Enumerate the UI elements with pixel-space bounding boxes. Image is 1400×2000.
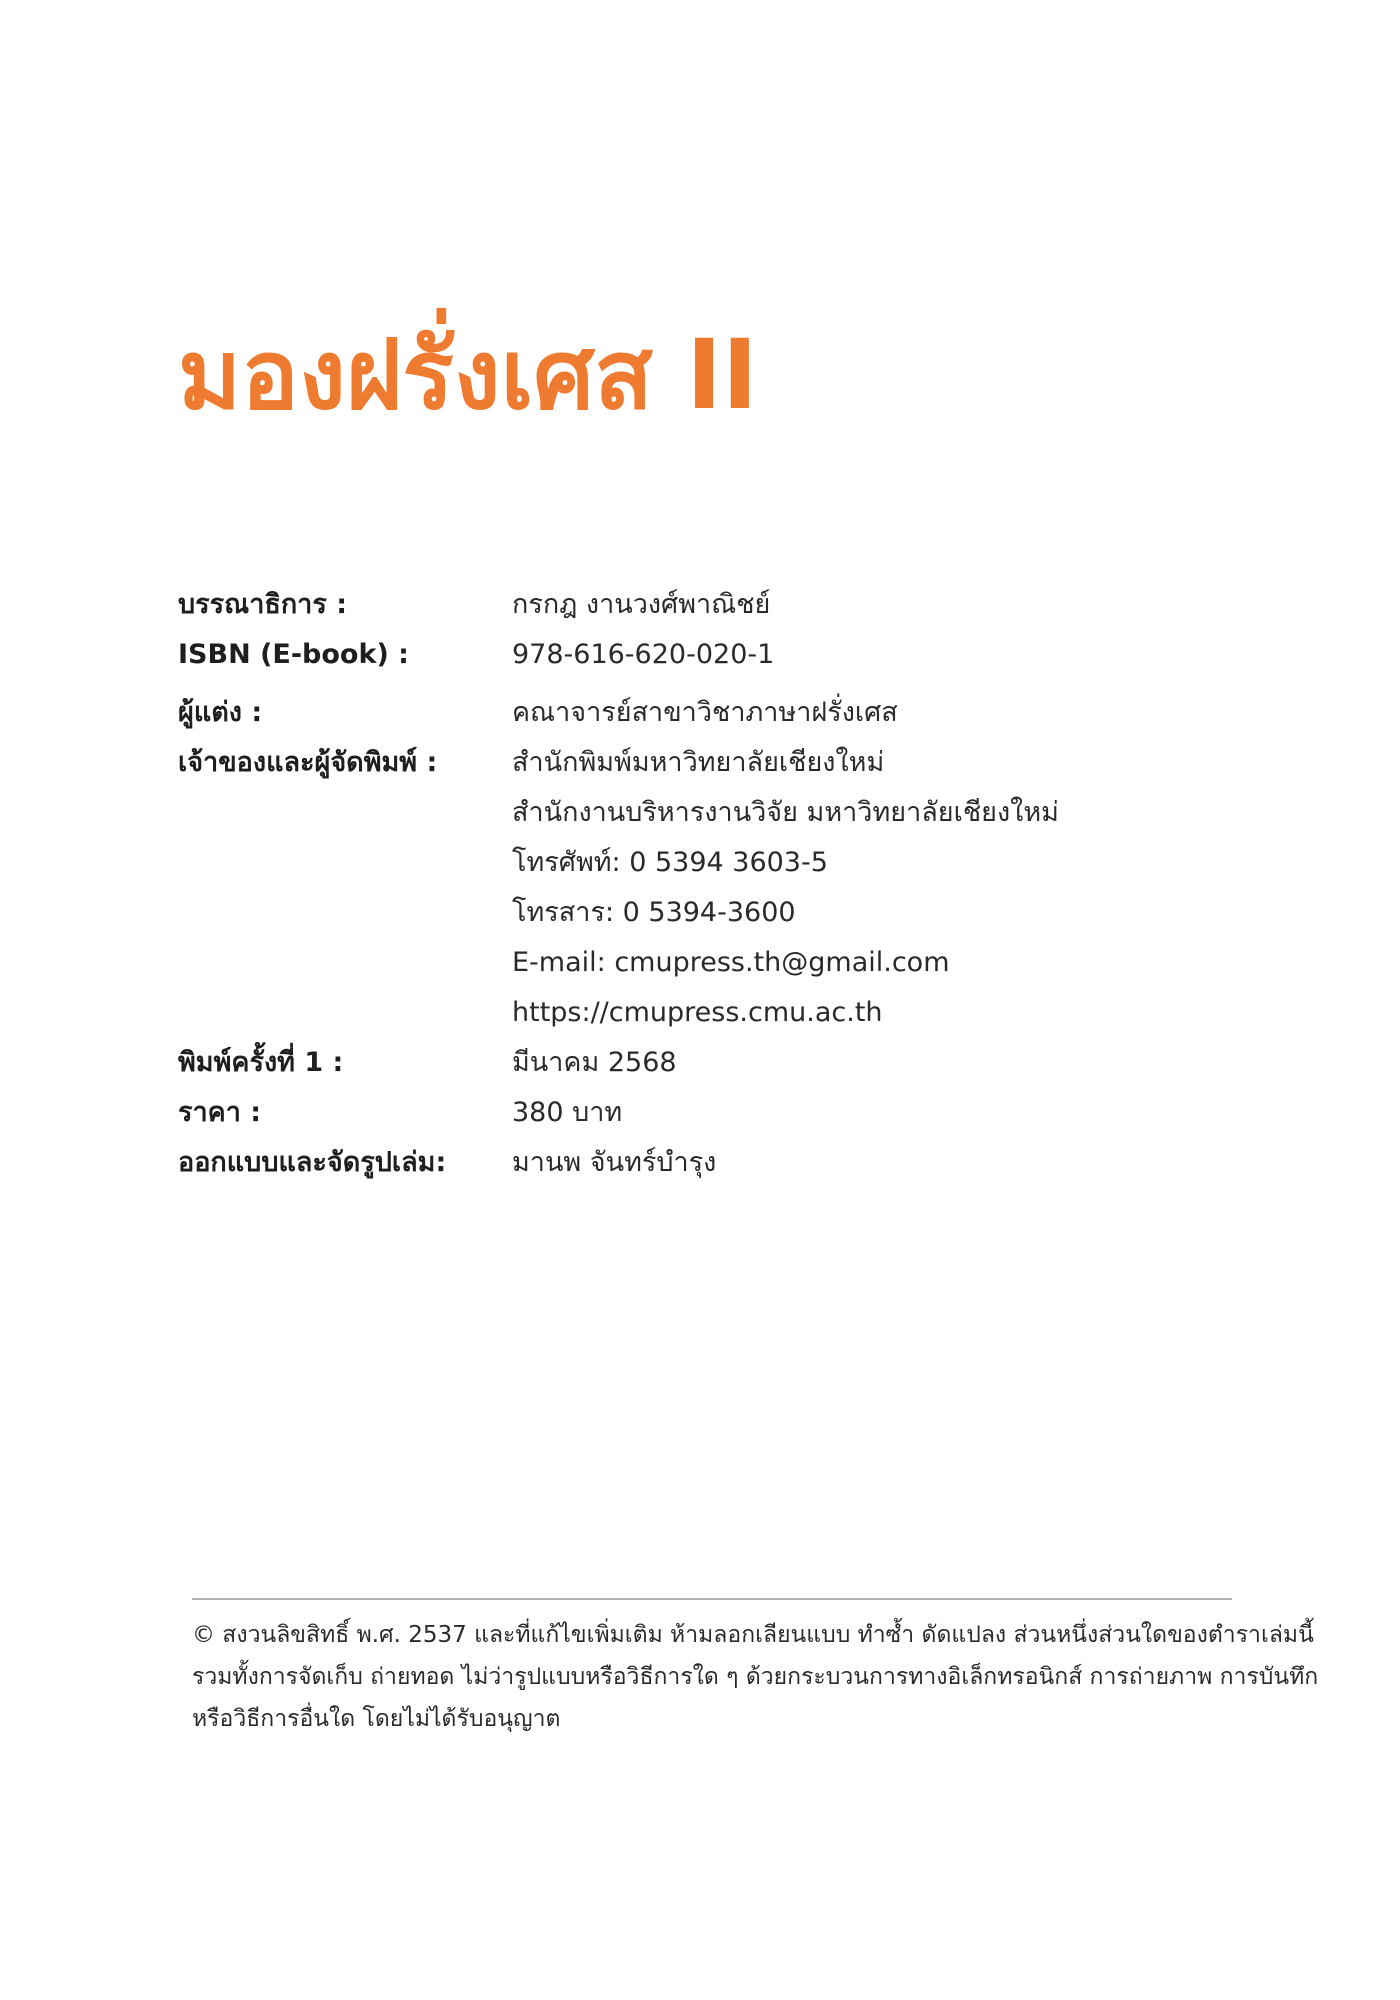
publisher-name: สำนักพิมพ์มหาวิทยาลัยเชียงใหม่ bbox=[512, 747, 885, 778]
copyright-line: © สงวนลิขสิทธิ์ พ.ศ. 2537 และที่แก้ไขเพิ่มเติม ห้ามลอกเลียนแบบ ทำซ้ำ ดัดแปลง ส่วนหนึ่งส่วนใดของตำราเล่มนี้ bbox=[192, 1622, 1314, 1648]
publisher-fax: โทรสาร: 0 5394-3600 bbox=[512, 897, 796, 928]
designer-label: ออกแบบและจัดรูปเล่ม: bbox=[178, 1147, 447, 1178]
isbn-value: 978-616-620-020-1 bbox=[512, 639, 775, 670]
info-row-publisher bbox=[178, 738, 1278, 1038]
publisher-label: เจ้าของและผู้จัดพิมพ์ : bbox=[178, 747, 438, 778]
isbn-label: ISBN (E-book) : bbox=[178, 639, 409, 670]
author-value: คณาจารย์สาขาวิชาภาษาฝรั่งเศส bbox=[512, 697, 898, 728]
copyright-line: หรือวิธีการอื่นใด โดยไม่ได้รับอนุญาต bbox=[192, 1706, 561, 1732]
edition-value: มีนาคม 2568 bbox=[512, 1047, 677, 1078]
editor-value: กรกฎ งานวงศ์พาณิชย์ bbox=[512, 589, 771, 620]
designer-value: มานพ จันทร์บำรุง bbox=[512, 1147, 717, 1178]
editor-label: บรรณาธิการ : bbox=[178, 589, 348, 620]
publication-info bbox=[178, 580, 1278, 1188]
publisher-phone: โทรศัพท์: 0 5394 3603-5 bbox=[512, 847, 828, 878]
edition-label: พิมพ์ครั้งที่ 1 : bbox=[178, 1047, 344, 1078]
info-row-author bbox=[178, 688, 1278, 738]
publisher-office: สำนักงานบริหารงานวิจัย มหาวิทยาลัยเชียงใหม่ bbox=[512, 797, 1059, 828]
info-row-price bbox=[178, 1088, 1278, 1138]
info-row-edition bbox=[178, 1038, 1278, 1088]
info-row-designer bbox=[178, 1138, 1278, 1188]
publisher-email: E-mail: cmupress.th@gmail.com bbox=[512, 947, 950, 978]
info-row-isbn bbox=[178, 630, 1278, 680]
info-row-editor bbox=[178, 580, 1278, 630]
author-label: ผู้แต่ง : bbox=[178, 697, 263, 728]
book-title: มองฝรั่งเศส II bbox=[178, 319, 758, 431]
divider-line bbox=[192, 1598, 1232, 1600]
price-value: 380 บาท bbox=[512, 1097, 623, 1128]
copyright-line: รวมทั้งการจัดเก็บ ถ่ายทอด ไม่ว่ารูปแบบหรือวิธีการใด ๆ ด้วยกระบวนการทางอิเล็กทรอนิกส์ การถ่ายภาพ การบันทึก bbox=[192, 1664, 1319, 1690]
publisher-website: https://cmupress.cmu.ac.th bbox=[512, 997, 883, 1028]
price-label: ราคา : bbox=[178, 1097, 262, 1128]
copyright-notice bbox=[192, 1614, 1319, 1740]
